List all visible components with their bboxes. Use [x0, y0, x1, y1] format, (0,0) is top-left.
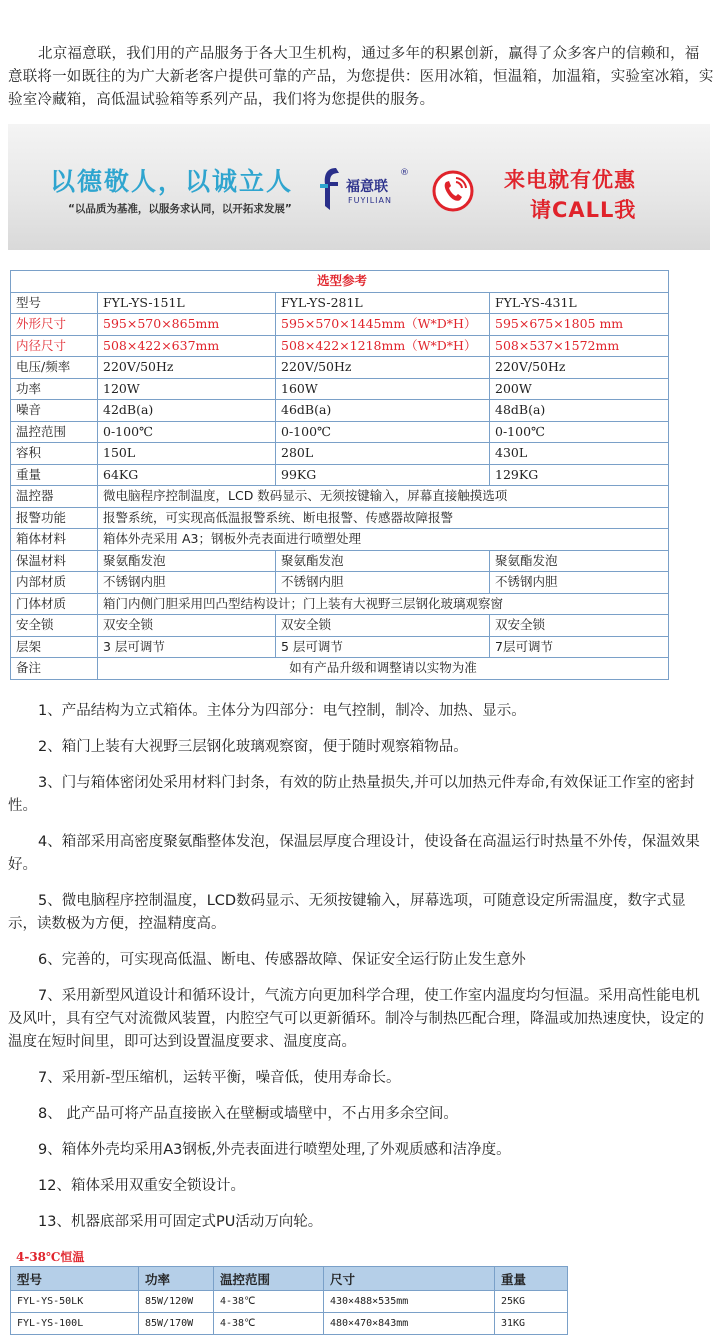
table-cell: 双安全锁 — [276, 615, 490, 637]
table-cell: FYL-YS-50LK — [11, 1291, 139, 1313]
row-label: 内部材质 — [11, 572, 98, 594]
table-row — [11, 357, 669, 379]
table-cell: 595×570×865mm — [98, 314, 276, 336]
feature-item: 3、门与箱体密闭处采用材料门封条，有效的防止热量损失,并可以加热元件寿命,有效保证工作室的密封性。 — [8, 775, 695, 814]
feature-item: 5、微电脑程序控制温度，LCD数码显示、无须按键输入，屏幕选项，可随意设定所需温度，数字式显示，读数极为方便，控温精度高。 — [8, 893, 686, 932]
row-label: 内径尺寸 — [11, 335, 98, 357]
row-label: 温控器 — [11, 486, 98, 508]
table-cell: 430×488×535mm — [324, 1291, 495, 1313]
table-cell: 85W/120W — [139, 1291, 214, 1313]
call-line-2: 请CALL我 — [530, 198, 637, 222]
row-label: 安全锁 — [11, 615, 98, 637]
table-row — [11, 1291, 568, 1313]
table-cell: FYL-YS-151L — [98, 292, 276, 314]
table-cell: 0-100℃ — [490, 421, 669, 443]
row-label: 层架 — [11, 636, 98, 658]
table-cell: 64KG — [98, 464, 276, 486]
table-cell-span: 箱门内侧门胆采用凹凸型结构设计；门上装有大视野三层钢化玻璃观察窗 — [98, 593, 669, 615]
column-header: 功率 — [139, 1267, 214, 1291]
row-label: 容积 — [11, 443, 98, 465]
brand-name: 福意联 — [346, 179, 388, 195]
row-label: 箱体材料 — [11, 529, 98, 551]
table-cell: 双安全锁 — [490, 615, 669, 637]
table-cell: 220V/50Hz — [276, 357, 490, 379]
column-header: 温控范围 — [214, 1267, 324, 1291]
feature-item: 1、产品结构为立式箱体。主体分为四部分：电气控制，制冷、加热、显示。 — [38, 703, 526, 719]
row-label: 型号 — [11, 292, 98, 314]
table-row — [11, 507, 669, 529]
call-line-1: 来电就有优惠 — [504, 168, 636, 192]
table-caption: 选型参考 — [11, 271, 669, 293]
table-cell: FYL-YS-281L — [276, 292, 490, 314]
table-row — [11, 443, 669, 465]
table-cell: 5 层可调节 — [276, 636, 490, 658]
row-label: 重量 — [11, 464, 98, 486]
feature-item: 2、箱门上装有大视野三层钢化玻璃观察窗，便于随时观察箱物品。 — [38, 739, 468, 755]
table-row — [11, 615, 669, 637]
table-row — [11, 550, 669, 572]
table-row — [11, 464, 669, 486]
table-cell: 99KG — [276, 464, 490, 486]
table-row — [11, 421, 669, 443]
row-label: 电压/频率 — [11, 357, 98, 379]
table-cell: 4-38℃ — [214, 1291, 324, 1313]
table-cell: 220V/50Hz — [490, 357, 669, 379]
table-row — [11, 378, 669, 400]
row-label: 备注 — [11, 658, 98, 680]
remark-cell: 如有产品升级和调整请以实物为准 — [98, 658, 669, 680]
feature-item: 7、采用新型风道设计和循环设计，气流方向更加科学合理，使工作室内温度均匀恒温。采用高性能电机及风叶，具有空气对流微风装置，内腔空气可以更新循环。制冷与制热匹配合理，降温或加热速度快，设定的温度在短时间里，即可达到设置温度要求、温度度高。 — [8, 988, 704, 1050]
feature-item: 13、机器底部采用可固定式PU活动万向轮。 — [38, 1214, 323, 1230]
table-cell: 220V/50Hz — [98, 357, 276, 379]
table-cell: 不锈钢内胆 — [490, 572, 669, 594]
registered-mark: ® — [400, 168, 409, 178]
row-label: 噪音 — [11, 400, 98, 422]
spec-table — [10, 270, 669, 680]
table-cell: 0-100℃ — [98, 421, 276, 443]
table-row — [11, 292, 669, 314]
table-cell: 595×570×1445mm（W*D*H） — [276, 314, 490, 336]
brand-logo-icon — [316, 166, 342, 212]
table-row — [11, 593, 669, 615]
section-title: 4-38℃恒温 — [16, 1250, 85, 1264]
table-cell-span: 微电脑程序控制温度，LCD 数码显示、无须按键输入，屏幕直接触摸选项 — [98, 486, 669, 508]
table-cell: 508×422×637mm — [98, 335, 276, 357]
table-cell: 不锈钢内胆 — [98, 572, 276, 594]
row-label: 外形尺寸 — [11, 314, 98, 336]
table-cell: 595×675×1805 mm — [490, 314, 669, 336]
table-cell: 25KG — [495, 1291, 568, 1313]
table-row — [11, 572, 669, 594]
table-cell: 46dB(a) — [276, 400, 490, 422]
row-label: 温控范围 — [11, 421, 98, 443]
feature-item: 9、箱体外壳均采用A3钢板,外壳表面进行喷塑处理,了外观质感和洁净度。 — [38, 1142, 511, 1158]
table-cell: 不锈钢内胆 — [276, 572, 490, 594]
table-row — [11, 636, 669, 658]
table-cell: 42dB(a) — [98, 400, 276, 422]
promo-banner — [8, 124, 710, 250]
table-cell: 129KG — [490, 464, 669, 486]
table-cell: 31KG — [495, 1313, 568, 1335]
table-row — [11, 335, 669, 357]
row-label: 报警功能 — [11, 507, 98, 529]
column-header: 型号 — [11, 1267, 139, 1291]
table-cell: 430L — [490, 443, 669, 465]
banner-subtitle: “以品质为基准，以服务求认同，以开拓求发展” — [68, 203, 292, 215]
table-cell: 4-38℃ — [214, 1313, 324, 1335]
row-label: 保温材料 — [11, 550, 98, 572]
table-row — [11, 658, 669, 680]
table-row — [11, 486, 669, 508]
table-cell: 280L — [276, 443, 490, 465]
table-row — [11, 400, 669, 422]
table-cell: 200W — [490, 378, 669, 400]
phone-icon — [432, 170, 474, 212]
intro-paragraph: 北京福意联，我们用的产品服务于各大卫生机构，通过多年的积累创新，赢得了众多客户的信赖和，福意联将一如既往的为广大新老客户提供可靠的产品，为您提供：医用冰箱，恒温箱，加温箱，实验室冰箱，实验室冷藏箱，高低温试验箱等系列产品，我们将为您提供的服务。 — [8, 46, 714, 108]
table-cell: 3 层可调节 — [98, 636, 276, 658]
table-cell: 7层可调节 — [490, 636, 669, 658]
table-cell: 160W — [276, 378, 490, 400]
feature-item: 4、箱部采用高密度聚氨酯整体发泡，保温层厚度合理设计，使设备在高温运行时热量不外传，保温效果好。 — [8, 834, 700, 873]
table-cell: 双安全锁 — [98, 615, 276, 637]
table-cell-span: 报警系统，可实现高低温报警系统、断电报警、传感器故障报警 — [98, 507, 669, 529]
table-cell: 508×537×1572mm — [490, 335, 669, 357]
table-cell-span: 箱体外壳采用 A3；钢板外壳表面进行喷塑处理 — [98, 529, 669, 551]
feature-item: 12、箱体采用双重安全锁设计。 — [38, 1178, 245, 1194]
table-cell: 聚氨酯发泡 — [276, 550, 490, 572]
table-row — [11, 314, 669, 336]
feature-item: 7、采用新-型压缩机，运转平衡，噪音低，使用寿命长。 — [38, 1070, 401, 1086]
feature-item: 8、 此产品可将产品直接嵌入在壁橱或墙壁中，不占用多余空间。 — [38, 1106, 458, 1122]
table-cell: 120W — [98, 378, 276, 400]
table-cell: 聚氨酯发泡 — [490, 550, 669, 572]
banner-slogan: 以德敬人，以诚立人 — [50, 167, 294, 196]
feature-list — [8, 700, 714, 1247]
column-header: 重量 — [495, 1267, 568, 1291]
table-row — [11, 529, 669, 551]
table-cell: 聚氨酯发泡 — [98, 550, 276, 572]
table-cell: 480×470×843mm — [324, 1313, 495, 1335]
table-cell: 48dB(a) — [490, 400, 669, 422]
table-cell: 150L — [98, 443, 276, 465]
row-label: 门体材质 — [11, 593, 98, 615]
table-cell: 85W/170W — [139, 1313, 214, 1335]
brand-name-en: FUYILIAN — [348, 196, 392, 205]
table-cell: FYL-YS-431L — [490, 292, 669, 314]
table-cell: 508×422×1218mm（W*D*H） — [276, 335, 490, 357]
table-cell: FYL-YS-100L — [11, 1313, 139, 1335]
table-cell: 0-100℃ — [276, 421, 490, 443]
table-row — [11, 1313, 568, 1335]
row-label: 功率 — [11, 378, 98, 400]
column-header: 尺寸 — [324, 1267, 495, 1291]
feature-item: 6、完善的，可实现高低温、断电、传感器故障、保证安全运行防止发生意外 — [38, 952, 526, 968]
model-table — [10, 1266, 568, 1335]
